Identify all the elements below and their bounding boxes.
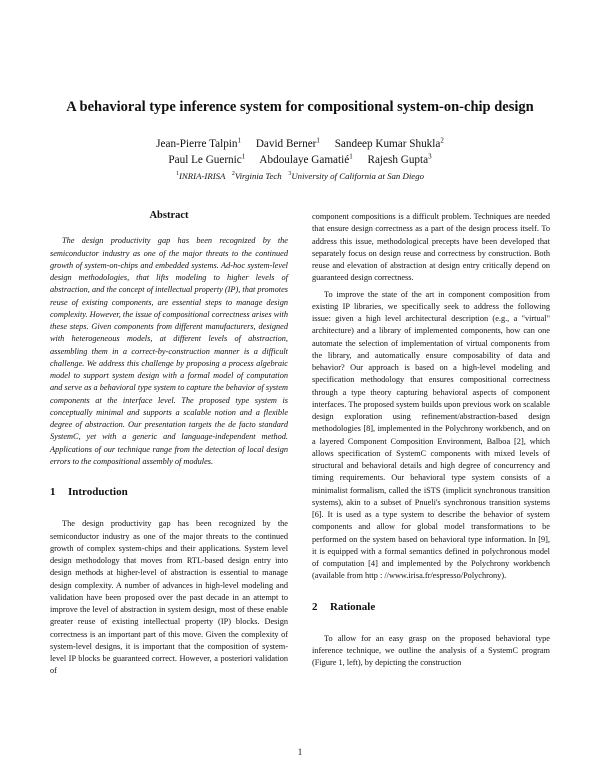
author-affiliation-mark: 1 — [237, 136, 242, 145]
affiliation-line — [0, 168, 600, 184]
affiliation-name: Virginia Tech — [234, 171, 282, 181]
section-number: 1 — [50, 486, 56, 498]
author-affiliation-mark: 1 — [316, 136, 320, 145]
author-name: Paul Le Guernic — [168, 154, 242, 166]
paper-title: A behavioral type inference system for compositional system-on-chip design — [66, 99, 534, 115]
abstract-heading: Abstract — [149, 210, 189, 221]
author-affiliation-mark: 1 — [241, 152, 246, 161]
author-row-1 — [0, 136, 600, 152]
affiliation-number: 3 — [288, 171, 292, 178]
author-name: Abdoulaye Gamatié — [259, 154, 350, 166]
introduction-paragraph-1-continued: component compositions is a difficult problem. Techniques are needed that ensure design correctness as a part of the design process itself. To address this issue, methodological precepts have been developed that separately focus on design reuse and correctness by construction. Both reuse and elevation of abstraction at design entry critically depend on guaranteed design correctness. — [312, 212, 550, 283]
section-heading-rationale — [312, 601, 550, 613]
affiliation-name: University of California at San Diego — [291, 171, 424, 181]
introduction-paragraph-2: To improve the state of the art in component composition from existing IP libraries, we specifically seek to address the following issue: given a high level architectural description (e.g., a "virtual" architecture) and a library of implemented components, how can one automate the selection of implementation of virtual components from the library, and automatically ensure composability of data and behavior? Our approach is based on a high-level modeling and specification methodology that ensures compositional correctness through a type theory capturing behavioral aspects of component interfaces. The proposed system builds upon previous work on scalable design exploration using refinement/abstraction-based design methodologies [8], implemented in the Polychrony workbench, and on a layered Component Composition Environment, Balboa [2], which allows specification of SystemC components with mixed levels of structural and behavioral details and high degree of concurrency and timing requirements. Our behavioral type system consists of a minimalist formalism, called the iSTS (implicit synchronous transition systems), akin to a subset of Pnueli's synchronous transition systems [6]. It is used as a type system to describe the behavior of system components and allow for global model transformations to be performed on the system based on behavioral type information. In [9], it is equipped with a formal semantics defined in polychronous model of computation [4] and implemented by the Polychrony workbench (available from http : //www.irisa.fr/espresso/Polychrony). — [312, 289, 550, 581]
author-affiliation-mark: 2 — [440, 136, 444, 145]
section-title: Rationale — [330, 600, 376, 613]
section-number: 2 — [312, 600, 318, 613]
author-block — [0, 136, 600, 184]
author-affiliation-mark: 3 — [428, 152, 432, 161]
author-name: Jean-Pierre Talpin — [156, 138, 238, 150]
introduction-paragraph-1: The design productivity gap has been recognized by the semiconductor industry as one of the major threats to the continued growth of complex system-chips and their applications. System level design methodology that moves from RTL-based design entry into design methods at higher-level of abstraction is essential to manage design complexity. A number of advances in high-level modeling and validation have been proposed over the past decade in an attempt to improve the level of abstraction in system design, most of these enable greater reuse of existing intellectual property (IP) blocks. Design correctness is an important part of this move. Given the complexity of system-level designs, it is important that the composition of system-level IP blocks be guaranteed correct. However, a posteriori validation of — [50, 519, 288, 676]
section-heading-introduction — [50, 486, 288, 498]
left-column — [50, 210, 288, 678]
abstract-text: The design productivity gap has been recognized by the semiconductor industry as one of the major threats to the continued growth of system-on-chips and embedded systems. Ad-hoc system-level design methodologies, that lifts modeling to higher levels of abstraction, and the concept of intellectual property (IP), that promotes reuse of existing components, are essential steps to manage design complexity. However, the issue of compositional correctness arises with these steps. Given components from different manufacturers, designed with heterogeneous models, at different levels of abstraction, assembling them in a correct-by-construction manner is a difficult challenge. We address this challenge by proposing a process algebraic model to support system design with a formal model of computation and serve as a behavioral type system to capture the behavior of system components at the interface level. The proposed type system is conceptually minimal and supports a scalable notion and a flexible degree of abstraction. Our presentation targets the de facto standard SystemC, yet with a generic and language-independent method. Applications of our technique range from the detection of local design errors to the compositional assembly of modules. — [50, 236, 288, 466]
author-name: Sandeep Kumar Shukla — [334, 138, 441, 150]
author-name: David Berner — [255, 138, 317, 150]
right-column — [312, 211, 550, 670]
affiliation-name: INRIA-IRISA — [179, 171, 226, 181]
author-affiliation-mark: 1 — [349, 152, 353, 161]
page-number: 1 — [297, 747, 303, 757]
affiliation-number: 2 — [231, 171, 235, 178]
author-name: Rajesh Gupta — [367, 154, 429, 166]
affiliation-number: 1 — [176, 171, 179, 178]
section-title: Introduction — [68, 486, 128, 498]
author-row-2 — [0, 152, 600, 168]
rationale-paragraph-1: To allow for an easy grasp on the proposed behavioral type inference technique, we outline the analysis of a SystemC program (Figure 1, left), by depicting the construction — [312, 633, 550, 668]
